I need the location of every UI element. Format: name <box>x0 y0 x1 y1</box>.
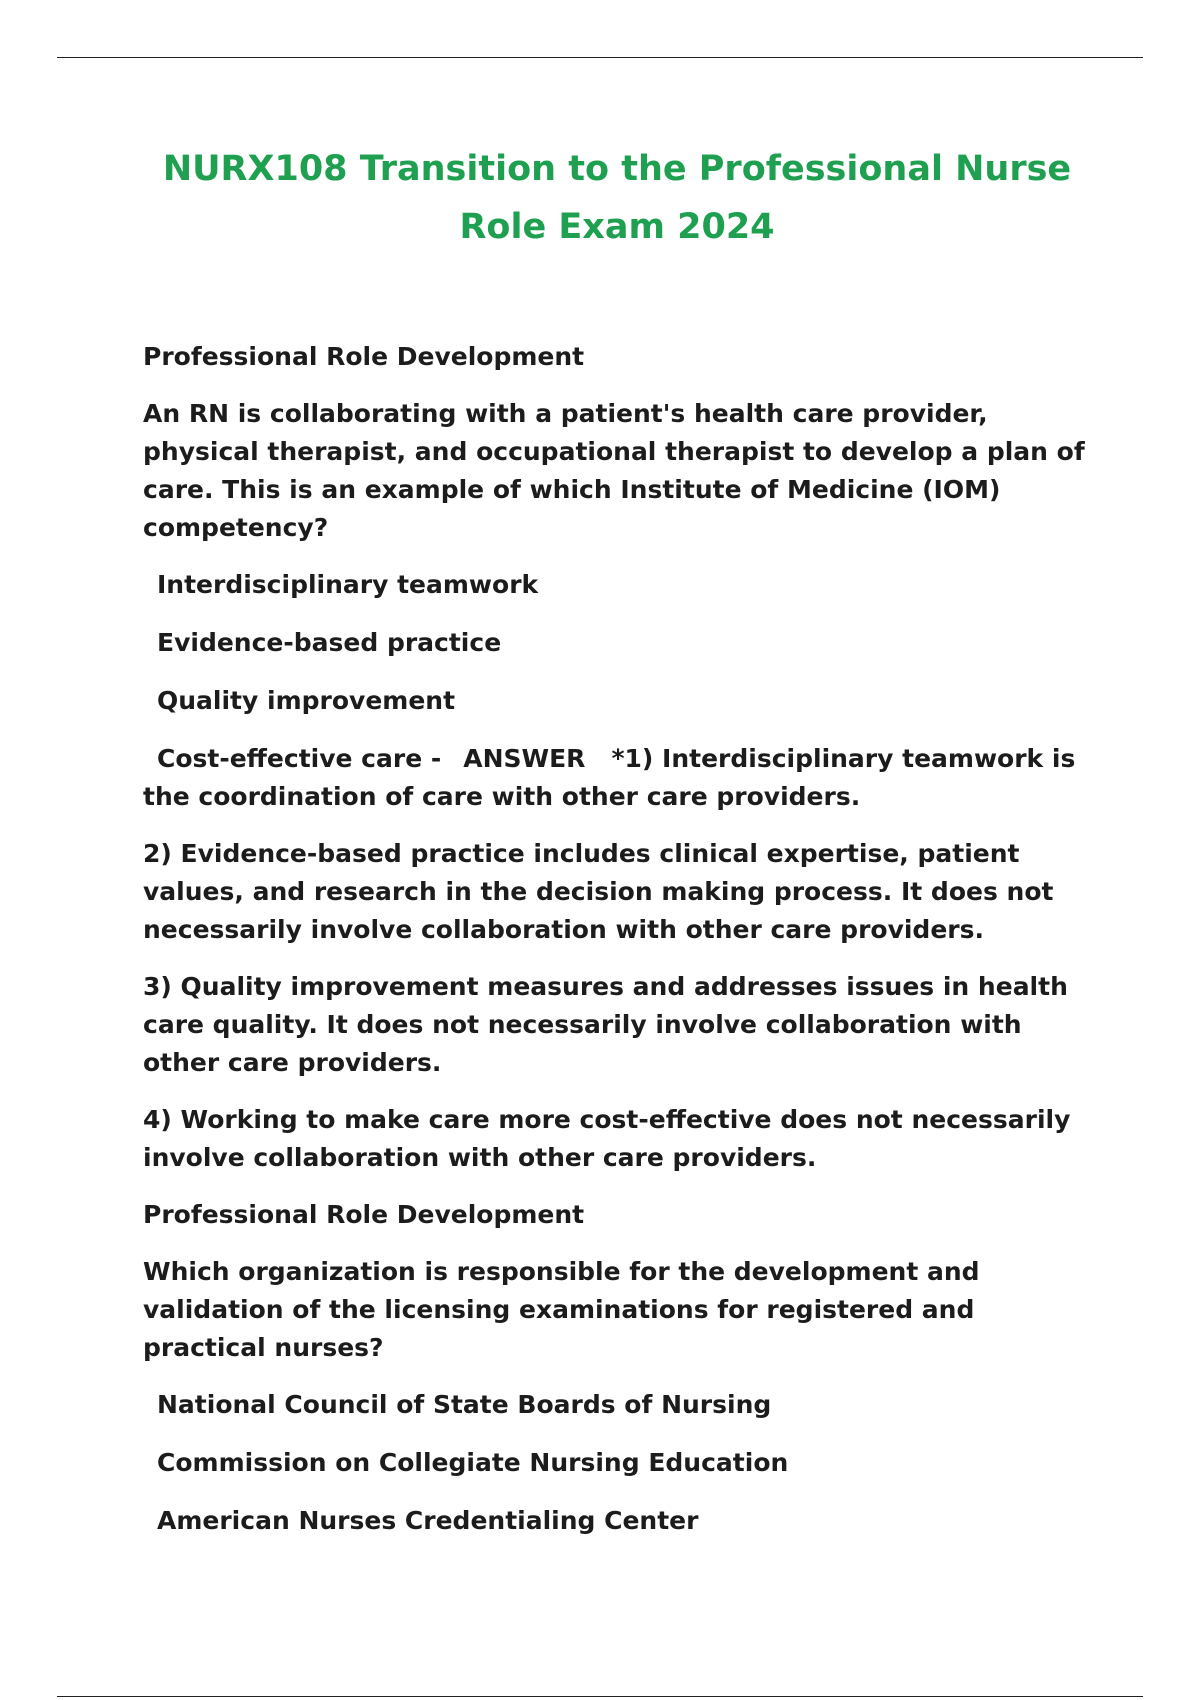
document-title <box>120 140 1114 256</box>
q1-rationale-4: 4) Working to make care more cost-effective does not necessarily involve collaboration with other care providers. <box>143 1105 1071 1172</box>
q1-option-4: Cost-effective care - <box>157 744 442 773</box>
title-line-1: NURX108 Transition to the Professional Nurse <box>162 149 1072 189</box>
top-rule <box>57 57 1143 58</box>
q1-question: An RN is collaborating with a patient's health care provider, physical therapist, and occupational therapist to develop a plan of care. This is an example of which Institute of Medicine (IOM) competency? <box>143 399 1085 542</box>
q2-option-2: Commission on Collegiate Nursing Education <box>157 1448 789 1477</box>
q2-section-heading: Professional Role Development <box>143 1200 585 1229</box>
answer-label: ANSWER <box>463 744 586 773</box>
q1-option-4-with-answer <box>143 740 1103 816</box>
q2-question: Which organization is responsible for the development and validation of the licensing examinations for registered and practical nurses? <box>143 1257 980 1362</box>
document-body <box>143 338 1103 1560</box>
q2-option-1: National Council of State Boards of Nursing <box>157 1390 772 1419</box>
answer-text: *1) Interdisciplinary teamwork is the coordination of care with other care providers. <box>143 744 1076 811</box>
q1-option-3: Quality improvement <box>157 686 456 715</box>
title-line-2: Role Exam 2024 <box>459 207 775 247</box>
q2-option-3: American Nurses Credentialing Center <box>157 1506 699 1535</box>
q1-rationale-2: 2) Evidence-based practice includes clinical expertise, patient values, and research in the decision making process. It does not necessarily involve collaboration with other care providers. <box>143 839 1054 944</box>
q1-rationale-3: 3) Quality improvement measures and addresses issues in health care quality. It does not necessarily involve collaboration with other care providers. <box>143 972 1068 1077</box>
q1-option-1: Interdisciplinary teamwork <box>157 570 539 599</box>
q1-section-heading: Professional Role Development <box>143 342 585 371</box>
q1-option-2: Evidence-based practice <box>157 628 502 657</box>
bottom-rule <box>57 1696 1143 1697</box>
